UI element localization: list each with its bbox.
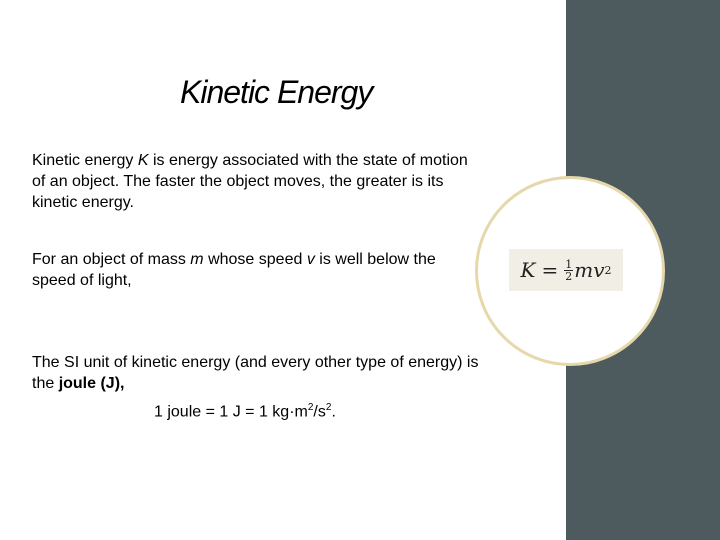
p3-joule-bold: joule (J), [58,375,125,392]
p2-text-b: whose speed [203,251,307,268]
kinetic-energy-formula [509,249,623,291]
fraction-denominator: 2 [565,269,573,283]
p1-symbol-k: K [137,152,149,169]
formula-exponent: 2 [604,263,612,277]
eq-exp2: 2 [325,402,332,413]
formula-k: K [520,258,536,282]
formula-fraction [564,259,573,282]
eq-mid: /s [313,403,326,421]
paragraph-mass-speed [32,249,482,291]
formula-speed: v [593,258,605,282]
eq-end: . [331,403,336,421]
fraction-numerator: 1 [565,257,573,271]
formula-mass: m [574,258,594,282]
paragraph-definition [32,150,482,213]
slide-title: Kinetic Energy [180,74,373,110]
p2-mass-symbol: m [190,251,204,268]
eq-exp1: 2 [307,402,314,413]
p3-text: The SI unit of kinetic energy (and every other type of energy) is the [32,354,479,392]
p1-text-b: is energy associated with the state of motion of an object. The faster the object moves, the greater is its kinetic energy. [32,152,468,211]
formula-equals: = [541,258,559,282]
p2-speed-symbol: v [306,251,315,268]
p2-text-c: is well below the speed of light, [32,251,436,289]
joule-equation [154,402,336,421]
p1-text-a: Kinetic energy [32,152,138,169]
eq-lhs: 1 joule = 1 J = 1 kg·m [154,403,308,421]
paragraph-si-unit [32,352,482,394]
p2-text-a: For an object of mass [32,251,191,268]
